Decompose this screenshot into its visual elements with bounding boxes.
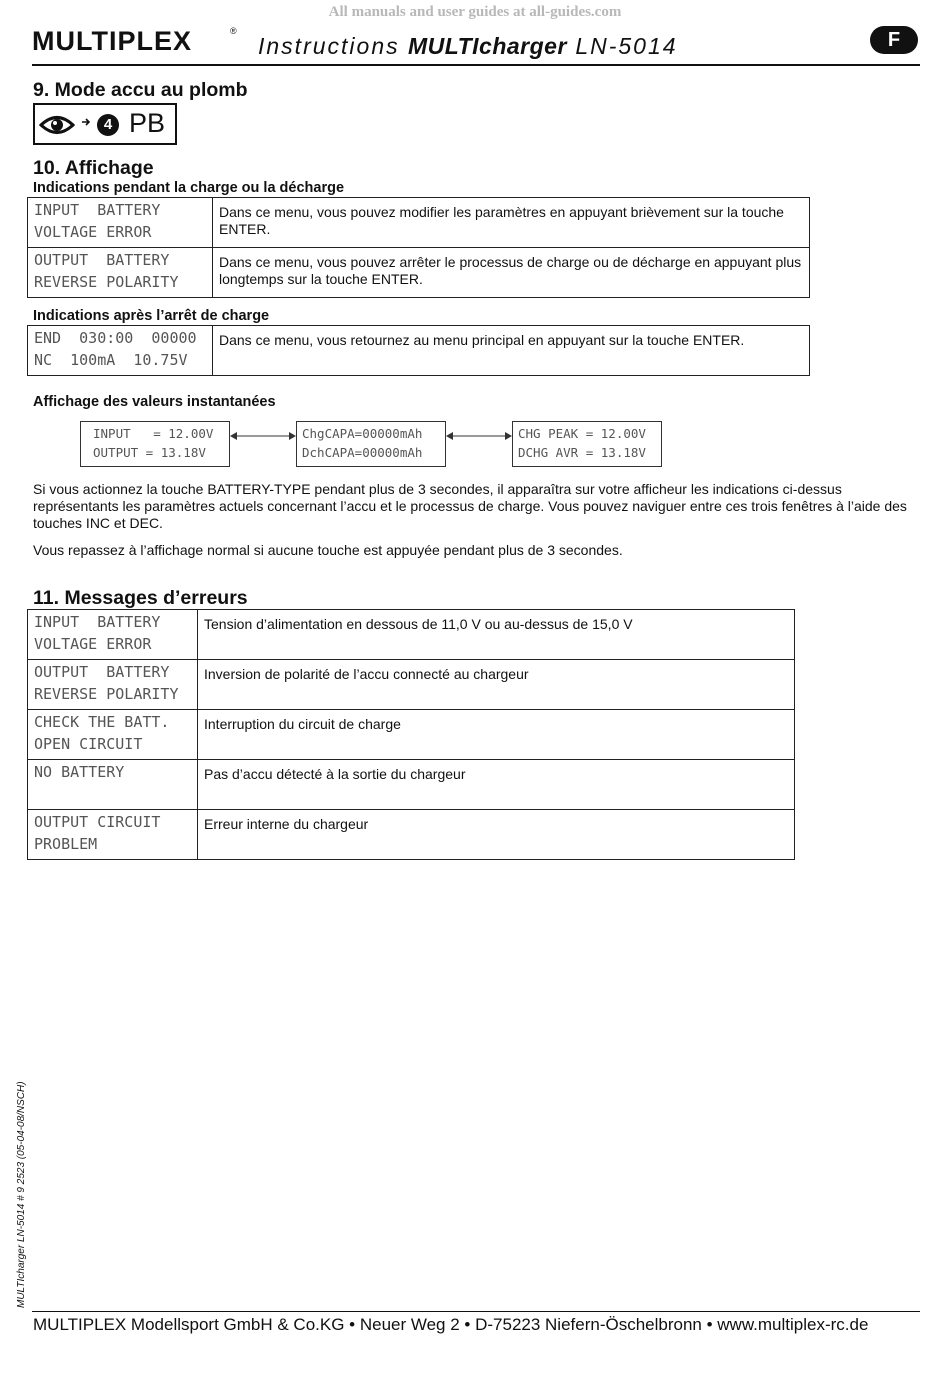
table-row: [28, 810, 795, 860]
footer-rule: [32, 1311, 920, 1312]
document-reference: MULTIcharger LN-5014 # 9 2523 (05-04-08/NSCH): [16, 1081, 27, 1308]
registered-mark: ®: [230, 26, 237, 36]
lcd-cell: OUTPUT BATTERY REVERSE POLARITY: [28, 248, 213, 298]
description-cell: Tension d’alimentation en dessous de 11,0 V ou au-dessus de 15,0 V: [198, 610, 795, 660]
subheading-instant-values: Affichage des valeurs instantanées: [33, 394, 276, 410]
table-during-charge: [27, 197, 810, 298]
lcd-cell: NO BATTERY: [28, 760, 198, 810]
lcd-screen-capacity: ChgCAPA=00000mAh DchCAPA=00000mAh: [296, 421, 446, 467]
description-cell: Dans ce menu, vous pouvez modifier les paramètres en appuyant brièvement sur la touche ENTER.: [213, 198, 810, 248]
double-arrow-icon: [230, 430, 296, 442]
table-error-messages: [27, 609, 795, 860]
subheading-after-charge: Indications après l’arrêt de charge: [33, 308, 270, 324]
description-cell: Erreur interne du chargeur: [198, 810, 795, 860]
paragraph-normal-display: Vous repassez à l’affichage normal si aucune touche est appuyée pendant plus de 3 secondes.: [33, 542, 623, 558]
lcd-cell: CHECK THE BATT. OPEN CIRCUIT: [28, 710, 198, 760]
arrow-right-icon: [81, 117, 91, 127]
lcd-cell: INPUT BATTERY VOLTAGE ERROR: [28, 198, 213, 248]
section-11-heading: 11. Messages d’erreurs: [33, 587, 248, 609]
table-row: [28, 660, 795, 710]
lcd-screen-peak-average: CHG PEAK = 12.00V DCHG AVR = 13.18V: [512, 421, 662, 467]
description-cell: Inversion de polarité de l’accu connecté au chargeur: [198, 660, 795, 710]
table-row: [28, 198, 810, 248]
section-10-heading: 10. Affichage: [33, 157, 154, 179]
table-row: [28, 326, 810, 376]
description-cell: Dans ce menu, vous retournez au menu principal en appuyant sur la touche ENTER.: [213, 326, 810, 376]
language-badge: F: [870, 26, 918, 54]
header-rule: [32, 64, 920, 66]
description-cell: Interruption du circuit de charge: [198, 710, 795, 760]
document-title: Instructions MULTIcharger LN-5014: [258, 33, 678, 59]
description-cell: Pas d’accu détecté à la sortie du chargeur: [198, 760, 795, 810]
table-row: [28, 710, 795, 760]
table-after-charge: [27, 325, 810, 376]
lcd-cell: INPUT BATTERY VOLTAGE ERROR: [28, 610, 198, 660]
section-9-heading: 9. Mode accu au plomb: [33, 79, 248, 101]
table-row: [28, 248, 810, 298]
mode-number-badge: 4: [97, 114, 119, 136]
table-row: [28, 760, 795, 810]
description-cell: Dans ce menu, vous pouvez arrêter le processus de charge ou de décharge en appuyant plus longtemps sur la touche ENTER.: [213, 248, 810, 298]
lcd-screen-input-output: INPUT = 12.00V OUTPUT = 13.18V: [80, 421, 230, 467]
footer-address: MULTIPLEX Modellsport GmbH & Co.KG • Neuer Weg 2 • D-75223 Niefern-Öschelbronn • www.multiplex-rc.de: [33, 1315, 869, 1334]
subheading-during-charge: Indications pendant la charge ou la décharge: [33, 180, 345, 196]
watermark: All manuals and user guides at all-guides.com: [328, 4, 622, 20]
lcd-cell: OUTPUT BATTERY REVERSE POLARITY: [28, 660, 198, 710]
paragraph-battery-type: Si vous actionnez la touche BATTERY-TYPE pendant plus de 3 secondes, il apparaîtra sur votre afficheur les indications ci-dessus représentants les paramètres actuels concernant l’accu et le processus de charge. Vous pouvez naviguer entre ces trois fenêtres à l’aide des touches INC et DEC.: [33, 481, 907, 531]
mode-selector-box: [33, 103, 177, 145]
eye-icon: [39, 114, 75, 136]
table-row: [28, 610, 795, 660]
multiplex-logo: MULTIPLEX: [32, 26, 192, 56]
mode-label: PB: [129, 108, 166, 138]
lcd-cell: END 030:00 00000 NC 100mA 10.75V: [28, 326, 213, 376]
lcd-cell: OUTPUT CIRCUIT PROBLEM: [28, 810, 198, 860]
double-arrow-icon: [446, 430, 512, 442]
